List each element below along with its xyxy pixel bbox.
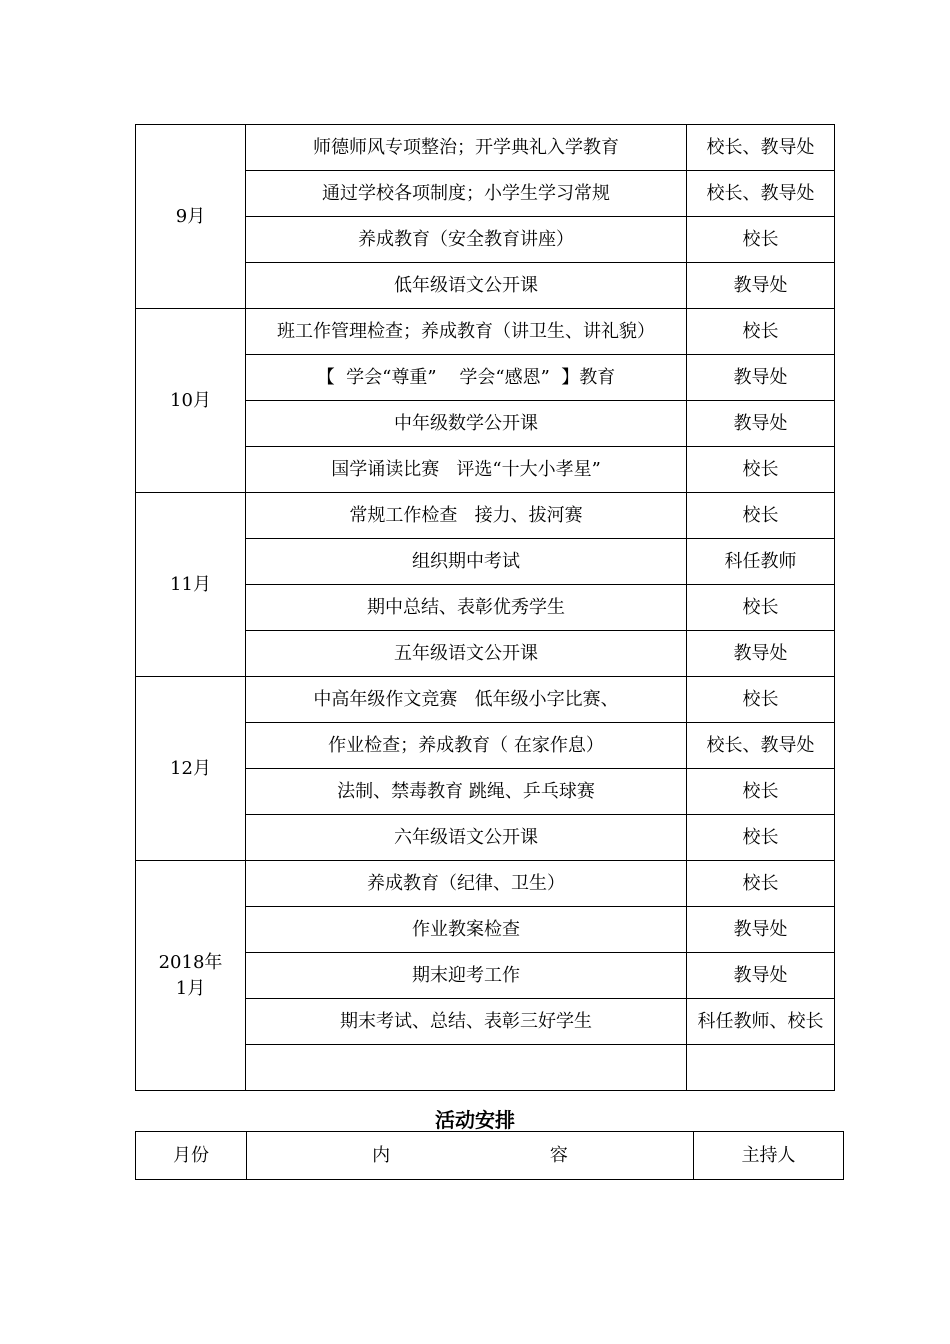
activity-header-table (135, 1131, 844, 1180)
host-cell (687, 1045, 835, 1091)
host-cell: 校长 (687, 585, 835, 631)
content-cell: 养成教育（安全教育讲座） (246, 217, 687, 263)
month-cell: 2018年 1月 (136, 861, 246, 1091)
host-cell: 校长 (687, 677, 835, 723)
host-cell: 校长 (687, 447, 835, 493)
month-cell: 9月 (136, 125, 246, 309)
content-cell: 师德师风专项整治；开学典礼入学教育 (246, 125, 687, 171)
header-row (136, 1132, 844, 1180)
content-cell: 班工作管理检查；养成教育（讲卫生、讲礼貌） (246, 309, 687, 355)
host-cell: 教导处 (687, 401, 835, 447)
content-cell: 低年级语文公开课 (246, 263, 687, 309)
content-cell: 常规工作检查 接力、拔河赛 (246, 493, 687, 539)
section-title: 活动安排 (435, 1108, 515, 1132)
host-cell: 教导处 (687, 631, 835, 677)
content-cell: 作业检查；养成教育（ 在家作息） (246, 723, 687, 769)
header-month: 月份 (136, 1132, 247, 1180)
header-host: 主持人 (694, 1132, 844, 1180)
content-cell: 组织期中考试 (246, 539, 687, 585)
content-cell: 期末迎考工作 (246, 953, 687, 999)
schedule-table (135, 124, 835, 1091)
table-row (136, 861, 835, 907)
content-cell: 养成教育（纪律、卫生） (246, 861, 687, 907)
content-cell: 通过学校各项制度；小学生学习常规 (246, 171, 687, 217)
header-content (247, 1132, 694, 1180)
host-cell: 校长、教导处 (687, 723, 835, 769)
table-row (136, 677, 835, 723)
table-row (136, 125, 835, 171)
content-cell (246, 1045, 687, 1091)
host-cell: 科任教师、校长 (687, 999, 835, 1045)
content-cell: 【 学会“尊重” 学会“感恩” 】教育 (246, 355, 687, 401)
host-cell: 校长 (687, 493, 835, 539)
month-cell: 11月 (136, 493, 246, 677)
host-cell: 校长 (687, 217, 835, 263)
host-cell: 教导处 (687, 953, 835, 999)
header-content-left: 内 (372, 1144, 391, 1166)
host-cell: 校长 (687, 861, 835, 907)
host-cell: 校长 (687, 309, 835, 355)
content-cell: 作业教案检查 (246, 907, 687, 953)
schedule-body (136, 125, 835, 1091)
table-row (136, 493, 835, 539)
host-cell: 教导处 (687, 355, 835, 401)
host-cell: 教导处 (687, 263, 835, 309)
content-cell: 六年级语文公开课 (246, 815, 687, 861)
host-cell: 校长 (687, 815, 835, 861)
host-cell: 校长、教导处 (687, 171, 835, 217)
table-row (136, 309, 835, 355)
content-cell: 国学诵读比赛 评选“十大小孝星” (246, 447, 687, 493)
content-cell: 期中总结、表彰优秀学生 (246, 585, 687, 631)
host-cell: 校长、教导处 (687, 125, 835, 171)
month-cell: 10月 (136, 309, 246, 493)
content-cell: 期末考试、总结、表彰三好学生 (246, 999, 687, 1045)
content-cell: 中年级数学公开课 (246, 401, 687, 447)
content-cell: 五年级语文公开课 (246, 631, 687, 677)
content-cell: 中高年级作文竞赛 低年级小字比赛、 (246, 677, 687, 723)
host-cell: 校长 (687, 769, 835, 815)
month-cell: 12月 (136, 677, 246, 861)
host-cell: 教导处 (687, 907, 835, 953)
host-cell: 科任教师 (687, 539, 835, 585)
header-content-right: 容 (549, 1144, 568, 1166)
content-cell: 法制、禁毒教育 跳绳、乒乓球赛 (246, 769, 687, 815)
